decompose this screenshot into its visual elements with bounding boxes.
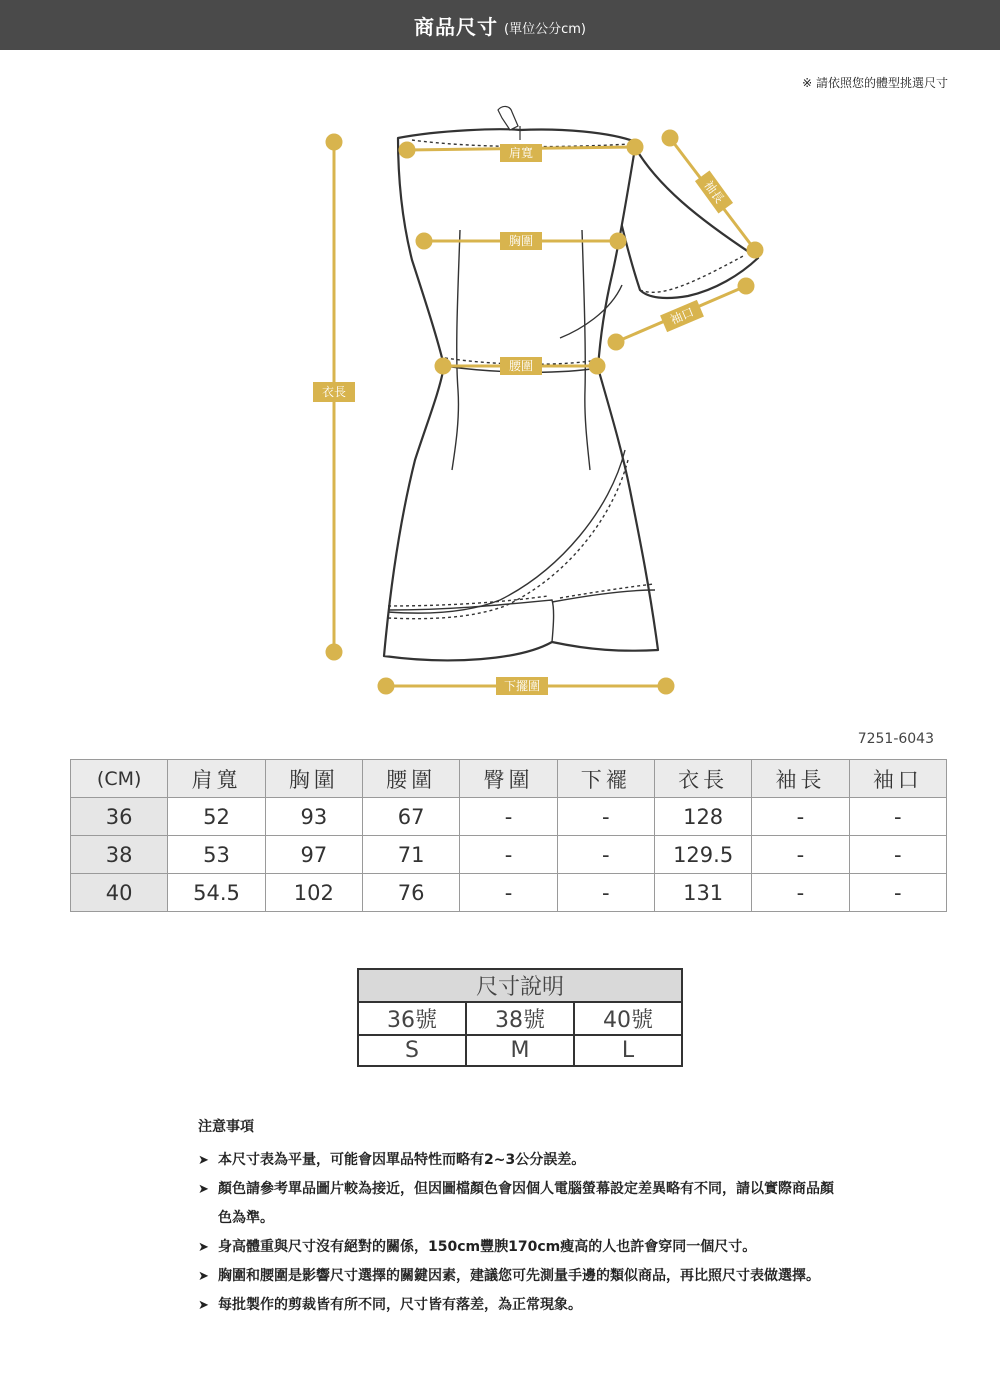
size-cell: 40: [71, 874, 168, 912]
shoulder-label: [500, 144, 542, 162]
value-cell: 53: [168, 836, 265, 874]
size-cell: 36: [71, 798, 168, 836]
value-cell: 97: [265, 836, 362, 874]
size-number-cell: 40號: [574, 1002, 682, 1035]
header-unit: (單位公分cm): [504, 21, 586, 37]
size-legend-table: [357, 968, 683, 1067]
list-item: ➤ 顏色請參考單品圖片較為接近，但因圖檔顏色會因個人電腦螢幕設定差異略有不同，請以實際商品顏色為準。: [198, 1175, 838, 1233]
header-cell: 腰圍: [362, 760, 459, 798]
header-cell: 下襬: [557, 760, 654, 798]
value-cell: -: [849, 798, 946, 836]
value-cell: 54.5: [168, 874, 265, 912]
value-cell: -: [460, 874, 557, 912]
header-cell: (CM): [71, 760, 168, 798]
header-cell: 袖長: [752, 760, 849, 798]
value-cell: 128: [654, 798, 751, 836]
notes-list: [198, 1146, 838, 1320]
svg-text:袖長: 袖長: [701, 178, 727, 206]
size-number-cell: 38號: [466, 1002, 574, 1035]
value-cell: -: [752, 874, 849, 912]
value-cell: 131: [654, 874, 751, 912]
arrow-icon: ➤: [198, 1298, 209, 1313]
value-cell: 129.5: [654, 836, 751, 874]
length-label: [313, 382, 355, 402]
svg-text:下擺圍: 下擺圍: [503, 679, 541, 693]
size-letter-cell: M: [466, 1035, 574, 1066]
arrow-icon: ➤: [198, 1182, 209, 1197]
size-table: [70, 759, 947, 912]
value-cell: -: [752, 798, 849, 836]
hem-label: [496, 677, 548, 695]
header-cell: 胸圍: [265, 760, 362, 798]
value-cell: -: [849, 874, 946, 912]
header-cell: 臀圍: [460, 760, 557, 798]
list-item: ➤ 每批製作的剪裁皆有所不同，尺寸皆有落差，為正常現象。: [198, 1291, 838, 1320]
list-item: ➤ 身高體重與尺寸沒有絕對的關係，150cm豐腴170cm瘦高的人也許會穿同一個尺寸。: [198, 1233, 838, 1262]
page-header: [0, 0, 1000, 50]
arrow-icon: ➤: [198, 1153, 209, 1168]
size-table-header: [71, 760, 947, 798]
header-cell: 衣長: [654, 760, 751, 798]
value-cell: -: [557, 836, 654, 874]
list-item: ➤ 本尺寸表為平量，可能會因單品特性而略有2~3公分誤差。: [198, 1146, 838, 1175]
size-legend-title: 尺寸說明: [358, 969, 682, 1002]
value-cell: 102: [265, 874, 362, 912]
garment-diagram: [0, 90, 1000, 710]
value-cell: -: [460, 836, 557, 874]
sleeve-length-label: [695, 171, 733, 214]
arrow-icon: ➤: [198, 1269, 209, 1284]
size-legend-row: [358, 1002, 682, 1035]
notes-section: [198, 1116, 838, 1320]
table-row: [71, 874, 947, 912]
svg-text:肩寬: 肩寬: [508, 146, 534, 160]
size-number-cell: 36號: [358, 1002, 466, 1035]
value-cell: -: [849, 836, 946, 874]
value-cell: -: [460, 798, 557, 836]
size-cell: 38: [71, 836, 168, 874]
notes-title: 注意事項: [198, 1119, 254, 1135]
svg-text:腰圍: 腰圍: [508, 359, 534, 373]
svg-text:衣長: 衣長: [321, 385, 347, 399]
arrow-icon: ➤: [198, 1240, 209, 1255]
value-cell: -: [752, 836, 849, 874]
value-cell: 76: [362, 874, 459, 912]
cuff-label: [660, 300, 704, 332]
product-code: 7251-6043: [857, 731, 934, 747]
list-item: ➤ 胸圍和腰圍是影響尺寸選擇的關鍵因素，建議您可先測量手邊的類似商品，再比照尺寸表做選擇。: [198, 1262, 838, 1291]
header-title: 商品尺寸: [414, 14, 499, 39]
size-advice-note: ※ 請依照您的體型挑選尺寸: [802, 76, 948, 90]
table-row: [71, 836, 947, 874]
dress-outline-icon: [384, 129, 758, 660]
svg-text:袖口: 袖口: [668, 304, 696, 328]
value-cell: -: [557, 874, 654, 912]
value-cell: -: [557, 798, 654, 836]
size-letter-cell: S: [358, 1035, 466, 1066]
chest-label: [500, 232, 542, 250]
header-cell: 袖口: [849, 760, 946, 798]
waist-label: [500, 357, 542, 375]
size-letter-cell: L: [574, 1035, 682, 1066]
value-cell: 52: [168, 798, 265, 836]
table-row: [71, 798, 947, 836]
value-cell: 93: [265, 798, 362, 836]
svg-text:胸圍: 胸圍: [508, 234, 534, 248]
header-cell: 肩寬: [168, 760, 265, 798]
value-cell: 71: [362, 836, 459, 874]
size-legend-row: [358, 1035, 682, 1066]
value-cell: 67: [362, 798, 459, 836]
